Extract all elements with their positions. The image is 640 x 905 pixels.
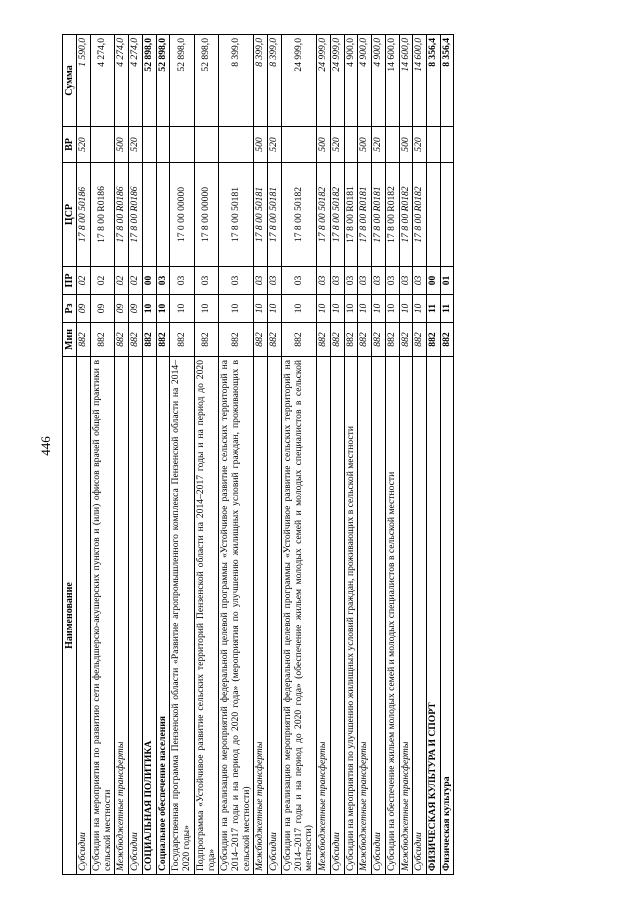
cell-vr — [90, 127, 114, 163]
header-vr: ВР — [63, 127, 77, 163]
cell-vr: 500 — [399, 127, 413, 163]
table-row — [358, 35, 372, 875]
cell-min: 882 — [219, 323, 254, 357]
cell-min: 882 — [268, 323, 282, 357]
cell-pr: 03 — [413, 267, 427, 295]
cell-sum: 4 274,0 — [90, 35, 114, 127]
table-row — [344, 35, 358, 875]
cell-rz: 10 — [268, 295, 282, 323]
cell-pr: 03 — [170, 267, 194, 295]
cell-csr: 17 8 00 R0182 — [385, 163, 399, 267]
cell-pr: 03 — [399, 267, 413, 295]
cell-vr — [219, 127, 254, 163]
cell-rz: 10 — [358, 295, 372, 323]
table-row — [170, 35, 194, 875]
header-csr: ЦСР — [63, 163, 77, 267]
cell-sum: 14 600,0 — [399, 35, 413, 127]
cell-vr: 520 — [372, 127, 386, 163]
cell-rz: 10 — [344, 295, 358, 323]
cell-rz: 10 — [330, 295, 344, 323]
cell-pr: 03 — [268, 267, 282, 295]
cell-sum: 52 898,0 — [194, 35, 218, 127]
page-number: 446 — [37, 436, 53, 456]
cell-sum: 4 900,0 — [344, 35, 358, 127]
cell-name: Субсидии — [268, 357, 282, 875]
cell-vr: 500 — [254, 127, 268, 163]
cell-csr: 17 8 00 R0181 — [372, 163, 386, 267]
header-sum: Сумма — [63, 35, 77, 127]
cell-min: 882 — [372, 323, 386, 357]
table-row — [330, 35, 344, 875]
table-row — [427, 35, 441, 875]
header-pr: ПР — [63, 267, 77, 295]
cell-csr: 17 8 00 50181 — [219, 163, 254, 267]
cell-rz: 10 — [219, 295, 254, 323]
table-row — [115, 35, 129, 875]
cell-sum: 8 356,4 — [440, 35, 454, 127]
table-row — [129, 35, 143, 875]
cell-csr — [427, 163, 441, 267]
cell-name: Субсидии на обеспечение жильем молодых семей и молодых специалистов в сельской местности — [385, 357, 399, 875]
cell-rz: 10 — [385, 295, 399, 323]
header-rz: Рз — [63, 295, 77, 323]
cell-sum: 24 999,0 — [317, 35, 331, 127]
cell-csr: 17 8 00 R0186 — [115, 163, 129, 267]
cell-pr: 03 — [219, 267, 254, 295]
cell-pr: 00 — [427, 267, 441, 295]
table-row — [413, 35, 427, 875]
cell-name: Субсидии на мероприятия по улучшению жилищных условий граждан, проживающих в сельской местности — [344, 357, 358, 875]
cell-sum: 8 356,4 — [427, 35, 441, 127]
cell-min: 882 — [413, 323, 427, 357]
table-row — [440, 35, 454, 875]
cell-vr — [170, 127, 194, 163]
cell-csr: 17 8 00 R0181 — [358, 163, 372, 267]
cell-csr — [142, 163, 156, 267]
table-row — [268, 35, 282, 875]
cell-min: 882 — [281, 323, 316, 357]
cell-min: 882 — [156, 323, 170, 357]
cell-sum: 52 898,0 — [170, 35, 194, 127]
cell-vr — [344, 127, 358, 163]
cell-csr: 17 8 00 R0182 — [399, 163, 413, 267]
cell-csr: 17 8 00 50182 — [317, 163, 331, 267]
table-row — [254, 35, 268, 875]
cell-rz: 11 — [427, 295, 441, 323]
rotated-page-content — [62, 35, 610, 875]
cell-pr: 03 — [281, 267, 316, 295]
cell-name: Субсидии на реализацию мероприятий федеральной целевой программы «Устойчивое развитие сельских территорий на 2014–2017 годы и на период до 2020 года» (мероприятия по улучшению жилищных условий граждан, проживающих в сельской местности) — [219, 357, 254, 875]
cell-vr: 520 — [413, 127, 427, 163]
cell-rz: 10 — [372, 295, 386, 323]
cell-min: 882 — [330, 323, 344, 357]
cell-sum: 14 600,0 — [413, 35, 427, 127]
cell-rz: 10 — [194, 295, 218, 323]
cell-name: Субсидии — [77, 357, 91, 875]
cell-csr: 17 8 00 00000 — [194, 163, 218, 267]
cell-pr: 02 — [129, 267, 143, 295]
cell-name: ФИЗИЧЕСКАЯ КУЛЬТУРА И СПОРТ — [427, 357, 441, 875]
cell-csr: 17 0 00 00000 — [170, 163, 194, 267]
table-body — [77, 35, 454, 875]
cell-csr: 17 8 00 50182 — [281, 163, 316, 267]
cell-rz: 10 — [399, 295, 413, 323]
cell-sum: 4 900,0 — [358, 35, 372, 127]
table-row — [77, 35, 91, 875]
cell-name: Межбюджетные трансферты — [115, 357, 129, 875]
cell-csr: 17 8 00 R0186 — [129, 163, 143, 267]
header-min: Мин — [63, 323, 77, 357]
cell-name: Государственная программа Пензенской области «Развитие агропромышленного комплекса Пензенской области на 2014–2020 годы» — [170, 357, 194, 875]
cell-min: 882 — [358, 323, 372, 357]
cell-sum: 8 399,0 — [268, 35, 282, 127]
cell-min: 882 — [385, 323, 399, 357]
cell-vr: 500 — [358, 127, 372, 163]
cell-pr: 02 — [115, 267, 129, 295]
cell-min: 882 — [142, 323, 156, 357]
cell-pr: 03 — [358, 267, 372, 295]
cell-name: Субсидии — [330, 357, 344, 875]
cell-vr — [156, 127, 170, 163]
cell-pr: 00 — [142, 267, 156, 295]
cell-sum: 24 999,0 — [281, 35, 316, 127]
cell-vr: 520 — [330, 127, 344, 163]
cell-vr: 500 — [317, 127, 331, 163]
cell-csr — [156, 163, 170, 267]
cell-min: 882 — [317, 323, 331, 357]
cell-min: 882 — [440, 323, 454, 357]
table-row — [142, 35, 156, 875]
cell-vr: 520 — [268, 127, 282, 163]
cell-name: Межбюджетные трансферты — [317, 357, 331, 875]
cell-pr: 03 — [330, 267, 344, 295]
cell-min: 882 — [344, 323, 358, 357]
cell-min: 882 — [427, 323, 441, 357]
table-row — [281, 35, 316, 875]
cell-rz: 10 — [413, 295, 427, 323]
cell-pr: 01 — [440, 267, 454, 295]
cell-name: Физическая культура — [440, 357, 454, 875]
cell-name: Субсидии — [372, 357, 386, 875]
cell-rz: 10 — [170, 295, 194, 323]
table-row — [385, 35, 399, 875]
cell-min: 882 — [399, 323, 413, 357]
cell-vr — [440, 127, 454, 163]
cell-min: 882 — [254, 323, 268, 357]
cell-pr: 03 — [372, 267, 386, 295]
cell-vr — [427, 127, 441, 163]
table-row — [90, 35, 114, 875]
cell-sum: 52 898,0 — [142, 35, 156, 127]
cell-min: 882 — [194, 323, 218, 357]
cell-min: 882 — [90, 323, 114, 357]
cell-csr: 17 8 00 R0181 — [344, 163, 358, 267]
cell-vr: 520 — [77, 127, 91, 163]
cell-min: 882 — [115, 323, 129, 357]
cell-rz: 09 — [129, 295, 143, 323]
cell-vr: 500 — [115, 127, 129, 163]
cell-sum: 8 399,0 — [219, 35, 254, 127]
cell-csr: 17 8 00 R0186 — [90, 163, 114, 267]
header-name: Наименование — [63, 357, 77, 875]
cell-sum: 14 600,0 — [385, 35, 399, 127]
cell-name: СОЦИАЛЬНАЯ ПОЛИТИКА — [142, 357, 156, 875]
cell-csr — [440, 163, 454, 267]
cell-name: Социальное обеспечение населения — [156, 357, 170, 875]
cell-pr: 02 — [90, 267, 114, 295]
cell-sum: 8 399,0 — [254, 35, 268, 127]
cell-csr: 17 8 00 R0182 — [413, 163, 427, 267]
cell-rz: 09 — [115, 295, 129, 323]
table-row — [399, 35, 413, 875]
cell-rz: 10 — [142, 295, 156, 323]
cell-name: Субсидии на мероприятия по развитию сети фельдшерско-акушерских пунктов и (или) офисов врачей общей практики в сельской местности — [90, 357, 114, 875]
table-row — [372, 35, 386, 875]
cell-csr: 17 8 00 50181 — [268, 163, 282, 267]
cell-sum: 24 999,0 — [330, 35, 344, 127]
table-row — [156, 35, 170, 875]
cell-pr: 03 — [254, 267, 268, 295]
cell-pr: 03 — [385, 267, 399, 295]
cell-min: 882 — [129, 323, 143, 357]
cell-min: 882 — [170, 323, 194, 357]
cell-rz: 10 — [254, 295, 268, 323]
cell-name: Субсидии — [129, 357, 143, 875]
cell-pr: 03 — [317, 267, 331, 295]
cell-rz: 11 — [440, 295, 454, 323]
cell-csr: 17 8 00 50181 — [254, 163, 268, 267]
cell-vr — [194, 127, 218, 163]
cell-name: Субсидии — [413, 357, 427, 875]
cell-vr: 520 — [129, 127, 143, 163]
table-header-row — [63, 35, 77, 875]
cell-rz: 09 — [77, 295, 91, 323]
cell-pr: 02 — [77, 267, 91, 295]
budget-table — [62, 34, 454, 875]
table-row — [317, 35, 331, 875]
cell-sum: 1 590,0 — [77, 35, 91, 127]
cell-pr: 03 — [156, 267, 170, 295]
cell-vr — [281, 127, 316, 163]
cell-pr: 03 — [344, 267, 358, 295]
cell-name: Межбюджетные трансферты — [358, 357, 372, 875]
cell-rz: 10 — [317, 295, 331, 323]
cell-name: Межбюджетные трансферты — [254, 357, 268, 875]
cell-sum: 52 898,0 — [156, 35, 170, 127]
cell-name: Субсидии на реализацию мероприятий федеральной целевой программы «Устойчивое развитие сельских территорий на 2014–2017 годы и на период до 2020 года» (обеспечение жильем молодых семей и молодых специалистов в сельской местности) — [281, 357, 316, 875]
cell-sum: 4 274,0 — [115, 35, 129, 127]
cell-csr: 17 8 00 50182 — [330, 163, 344, 267]
table-row — [194, 35, 218, 875]
cell-vr — [385, 127, 399, 163]
cell-name: Межбюджетные трансферты — [399, 357, 413, 875]
table-row — [219, 35, 254, 875]
cell-sum: 4 274,0 — [129, 35, 143, 127]
cell-rz: 10 — [281, 295, 316, 323]
cell-vr — [142, 127, 156, 163]
cell-pr: 03 — [194, 267, 218, 295]
cell-name: Подпрограмма «Устойчивое развитие сельских территорий Пензенской области на 2014–2017 годы и на период до 2020 года» — [194, 357, 218, 875]
cell-csr: 17 8 00 50186 — [77, 163, 91, 267]
cell-min: 882 — [77, 323, 91, 357]
cell-sum: 4 900,0 — [372, 35, 386, 127]
cell-rz: 10 — [156, 295, 170, 323]
cell-rz: 09 — [90, 295, 114, 323]
